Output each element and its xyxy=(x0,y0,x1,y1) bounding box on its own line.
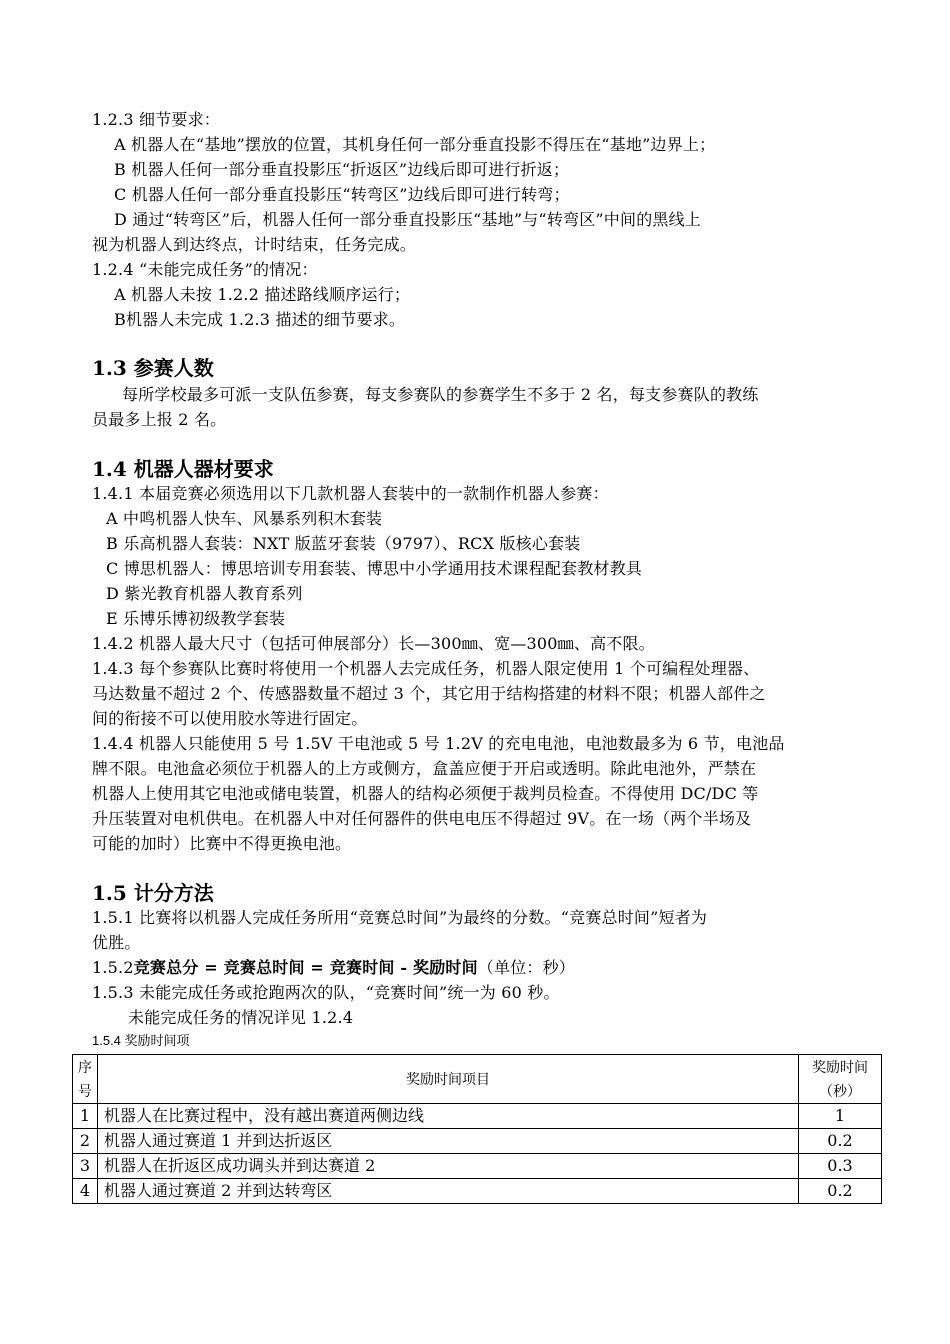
section-1-4-4-line5: 可能的加时）比赛中不得更换电池。 xyxy=(92,834,352,853)
row-item: 机器人通过赛道 1 并到达折返区 xyxy=(98,1129,799,1154)
section-1-4-3-line2: 马达数量不超过 2 个、传感器数量不超过 3 个，其它用于结构搭建的材料不限；机器人部件之 xyxy=(92,684,766,703)
table-row xyxy=(73,1179,882,1204)
row-item: 机器人通过赛道 2 并到达转弯区 xyxy=(98,1179,799,1204)
section-1-4-4-line3: 机器人上使用其它电池或储电装置，机器人的结构必须便于裁判员检查。不得使用 DC/DC 等 xyxy=(92,784,759,803)
table-row xyxy=(73,1104,882,1129)
section-1-2-3-title: 1.2.3 细节要求： xyxy=(92,110,220,129)
kit-option-d: D 紫光教育机器人教育系列 xyxy=(106,584,303,603)
section-1-4-heading: 1.4 机器人器材要求 xyxy=(92,457,274,481)
section-1-3-para-line1: 每所学校最多可派一支队伍参赛，每支参赛队的参赛学生不多于 2 名，每支参赛队的教练 xyxy=(122,385,759,404)
section-1-2-4-item-a: A 机器人未按 1.2.2 描述路线顺序运行； xyxy=(114,285,411,304)
row-no: 1 xyxy=(73,1104,98,1129)
row-item: 机器人在折返区成功调头并到达赛道 2 xyxy=(98,1154,799,1179)
section-1-3-heading: 1.3 参赛人数 xyxy=(92,356,214,380)
section-1-4-4-line1: 1.4.4 机器人只能使用 5 号 1.5V 干电池或 5 号 1.2V 的充电电池，电池数最多为 6 节，电池品 xyxy=(92,734,785,753)
header-no xyxy=(73,1055,98,1104)
kit-option-e: E 乐博乐博初级教学套装 xyxy=(106,609,286,628)
section-1-2-3-item-a: A 机器人在“基地”摆放的位置，其机身任何一部分垂直投影不得压在“基地”边界上； xyxy=(114,135,716,154)
section-1-5-2 xyxy=(92,956,872,980)
header-pts-text: 奖励时间（秒） xyxy=(812,1059,868,1099)
section-1-5-heading: 1.5 计分方法 xyxy=(92,881,214,905)
header-no-text: 序号 xyxy=(78,1059,92,1099)
section-1-4-3-line1: 1.4.3 每个参赛队比赛时将使用一个机器人去完成任务，机器人限定使用 1 个可编程处理器、 xyxy=(92,659,760,678)
table-row xyxy=(73,1154,882,1179)
section-1-4-3-line3: 间的衔接不可以使用胶水等进行固定。 xyxy=(92,709,368,728)
score-formula: 竞赛总分 = 竞赛总时间 = 竞赛时间 - 奖励时间 xyxy=(133,958,478,977)
row-pts: 0.2 xyxy=(799,1179,882,1204)
kit-option-c: C 博思机器人：博思培训专用套装、博思中小学通用技术课程配套教材教具 xyxy=(106,559,643,578)
section-1-5-4-caption: 1.5.4 奖励时间项 xyxy=(92,1033,190,1048)
section-1-5-2-number: 1.5.2 xyxy=(92,958,134,977)
table-header-row xyxy=(73,1055,882,1104)
section-1-5-3-note: 未能完成任务的情况详见 1.2.4 xyxy=(128,1008,354,1027)
section-1-2-3-item-b: B 机器人任何一部分垂直投影压“折返区”边线后即可进行折返； xyxy=(114,160,570,179)
section-1-2-3-item-d-line2: 视为机器人到达终点，计时结束，任务完成。 xyxy=(92,235,417,254)
row-pts: 0.3 xyxy=(799,1154,882,1179)
row-no: 3 xyxy=(73,1154,98,1179)
section-1-4-4-line4: 升压装置对电机供电。在机器人中对任何器件的供电电压不得超过 9V。在一场（两个半场及 xyxy=(92,809,752,828)
header-pts xyxy=(799,1055,882,1104)
section-1-2-4-title: 1.2.4 “未能完成任务”的情况： xyxy=(92,260,318,279)
section-1-2-3-item-c: C 机器人任何一部分垂直投影压“转弯区”边线后即可进行转弯； xyxy=(114,185,570,204)
section-1-5-1-line1: 1.5.1 比赛将以机器人完成任务所用“竞赛总时间”为最终的分数。“竞赛总时间”短者为 xyxy=(92,908,708,927)
kit-option-a: A 中鸣机器人快车、风暴系列积木套装 xyxy=(106,509,383,528)
table-row xyxy=(73,1129,882,1154)
kit-option-b: B 乐高机器人套装：NXT 版蓝牙套装（9797）、RCX 版核心套装 xyxy=(106,534,581,553)
bonus-time-table xyxy=(72,1054,882,1204)
section-1-5-1-line2: 优胜。 xyxy=(92,933,141,952)
section-1-3-para-line2: 员最多上报 2 名。 xyxy=(92,410,227,429)
row-pts: 1 xyxy=(799,1104,882,1129)
score-unit: （单位：秒） xyxy=(477,958,575,977)
row-no: 4 xyxy=(73,1179,98,1204)
section-1-5-3: 1.5.3 未能完成任务或抢跑两次的队，“竞赛时间”统一为 60 秒。 xyxy=(92,983,560,1002)
section-1-2-4-item-b: B机器人未完成 1.2.3 描述的细节要求。 xyxy=(114,310,406,329)
section-1-4-4-line2: 牌不限。电池盒必须位于机器人的上方或侧方，盒盖应便于开启或透明。除此电池外，严禁在 xyxy=(92,759,757,778)
section-1-2-3-item-d-line1: D 通过“转弯区”后，机器人任何一部分垂直投影压“基地”与“转弯区”中间的黑线上 xyxy=(114,210,701,229)
section-1-4-2: 1.4.2 机器人最大尺寸（包括可伸展部分）长—300㎜、宽—300㎜、高不限。 xyxy=(92,634,655,653)
row-item: 机器人在比赛过程中，没有越出赛道两侧边线 xyxy=(98,1104,799,1129)
row-no: 2 xyxy=(73,1129,98,1154)
section-1-4-1: 1.4.1 本届竞赛必须选用以下几款机器人套装中的一款制作机器人参赛： xyxy=(92,484,609,503)
row-pts: 0.2 xyxy=(799,1129,882,1154)
header-item: 奖励时间项目 xyxy=(98,1055,799,1104)
